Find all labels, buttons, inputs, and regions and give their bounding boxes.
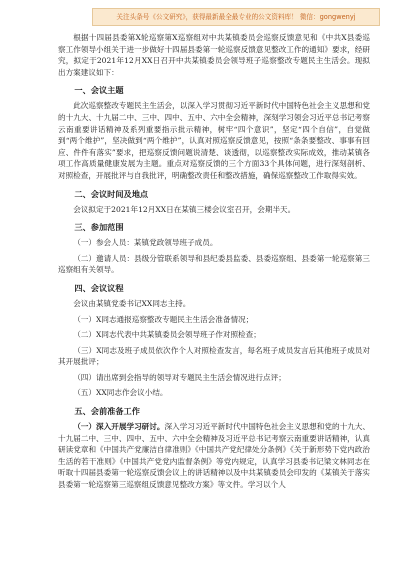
section-heading-participants: 三、参加范围 bbox=[74, 222, 124, 233]
preparation-paragraph bbox=[58, 421, 370, 491]
agenda-item: （二）X同志代表中共某镇委员会领导班子作对照检查； bbox=[73, 330, 261, 340]
section-heading-theme: 一、会议主题 bbox=[74, 85, 124, 96]
promo-banner: 关注头条号《公文研究》，获得最新最全最专业的公文资料库！ 微信：gongwenyj bbox=[92, 8, 380, 26]
agenda-lead: 会议由某镇党委书记XX同志主持。 bbox=[73, 298, 191, 308]
section-body-time-place: 会议拟定于2021年12月XX日在某镇三楼会议室召开，会期半天。 bbox=[73, 204, 296, 214]
section-body-theme: 此次巡察整改专题民主生活会，以深入学习贯彻习近平新时代中国特色社会主义思想和党的十九大、十九届二中、三中、四中、五中、六中全会精神，深刻学习领会习近平总书记考察云南重要讲话精神及系列重要指示批示精神，树牢“四个意识”，坚定“四个自信”，自觉做到“两个维护”，坚决做到“两个维护”，认真对照巡察反馈意见，按照“条条要整改、事事有回应、件件有落实”要求，把巡察反馈问题说清楚、谈透彻，以巡察整改实际成效，推动某镇各项工作高质量健康发展为主题。重点对巡察反馈的三个方面33个具体问题，进行深刻剖析、对照检查，开展批评与自我批评，明确整改责任和整改措施，确保巡察整改工作取得实效。 bbox=[58, 101, 370, 180]
agenda-item: （五）XX同志作会议小结。 bbox=[73, 388, 168, 398]
section-heading-agenda: 四、会议议程 bbox=[74, 282, 124, 293]
participants-item: （二）邀请人员：县级分管联系领导和县纪委县监委、县委巡察组、县委第一轮巡察第三巡察组有关领导。 bbox=[58, 253, 370, 275]
section-heading-preparation: 五、会前准备工作 bbox=[74, 406, 140, 417]
participants-item: （一）参会人员：某镇党政领导班子成员。 bbox=[73, 238, 218, 248]
agenda-item: （四）请出席到会指导的领导对专题民主生活会情况进行点评； bbox=[73, 372, 286, 382]
agenda-item: （一）X同志通报巡察整改专题民主生活会准备情况； bbox=[73, 314, 254, 324]
preparation-sub-body: 深入学习习近平新时代中国特色社会主义思想和党的十九大、十九届二中、三中、四中、五中、六中全会精神及习近平总书记考察云南重要讲话精神，认真研读党章和《中国共产党廉洁自律准则》《中国共产党纪律处分条例》《关于新形势下党内政治生活的若干准则》《中国共产党党内监督条例》等党内规定，认真学习县委书记梁文林同志在听取十四届县委第一轮巡察反馈会议上的讲话精神以及中共某镇委员会印发的《某镇关于落实县委第一轮巡察第三巡察组反馈意见整改方案》等文件。学习以个人 bbox=[58, 422, 371, 490]
agenda-item: （三）X同志及班子成员依次作个人对照检查发言，每名班子成员发言后其他班子成员对其开展批评； bbox=[58, 345, 370, 367]
preparation-sub-label: （一）深入开展学习研讨。 bbox=[73, 422, 165, 432]
document-body bbox=[58, 32, 370, 493]
section-heading-time-place: 二、会议时间及地点 bbox=[74, 188, 149, 199]
intro-paragraph: 根据十四届县委第X轮巡察第X巡察组对中共某镇委员会巡察反馈意见和《中共X县委巡察工作领导小组关于进一步做好十四届县委第一轮巡察反馈意见整改工作的通知》要求，经研究，拟定于2021年12月XX日召开中共某镇委员会领导班子巡察整改专题民主生活会。现拟出方案建议如下： bbox=[58, 33, 370, 77]
